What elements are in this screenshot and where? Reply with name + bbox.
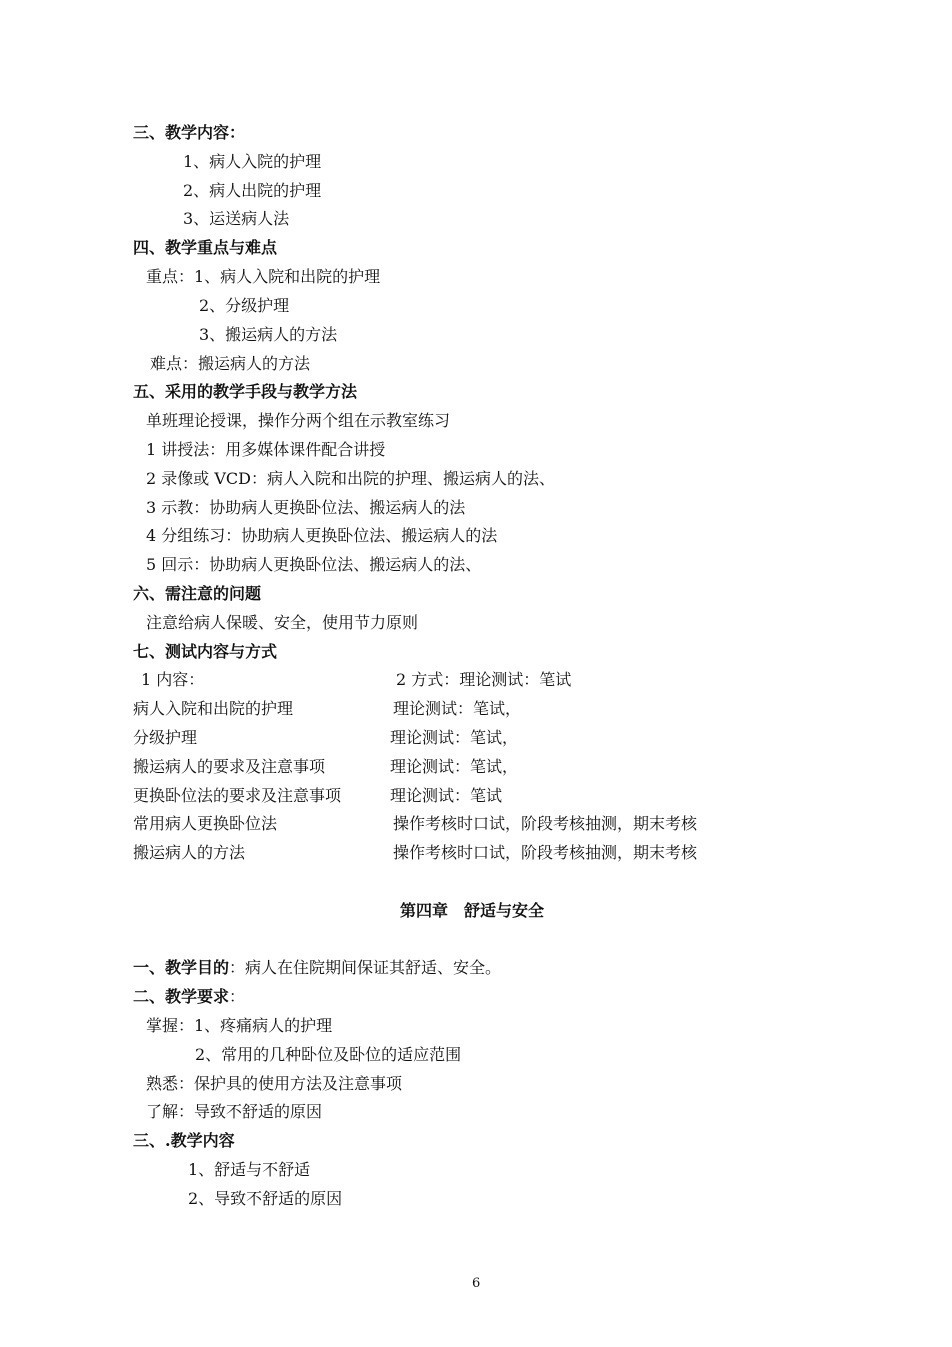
chapter4-content-heading: 三、.教学内容 (133, 1131, 235, 1150)
section7-row-4-content: 更换卧位法的要求及注意事项 (133, 786, 342, 805)
section6-text: 注意给病人保暖、安全，使用节力原则 (146, 613, 419, 632)
chapter4-goal (133, 958, 501, 978)
section7-row-6-method: 操作考核时口试，阶段考核抽测，期末考核 (393, 843, 698, 862)
section4-key-line-2: 2、分级护理 (199, 296, 290, 315)
section7-content-header: 1 内容： (141, 670, 205, 689)
section7-row-1-content: 病人入院和出院的护理 (133, 699, 294, 718)
chapter4-goal-text: ：病人在住院期间保证其舒适、安全。 (229, 958, 502, 977)
section3-item-3: 3、运送病人法 (183, 209, 290, 228)
section7-row-6-content: 搬运病人的方法 (133, 843, 246, 862)
chapter4-req-heading: 二、教学要求 (133, 987, 230, 1006)
chapter4-req-colon: ： (229, 987, 246, 1006)
section3-item-1: 1、病人入院的护理 (183, 152, 322, 171)
section5-line-5: 4 分组练习：协助病人更换卧位法、搬运病人的法 (146, 526, 498, 545)
section7-row-1-method: 理论测试：笔试， (393, 699, 522, 718)
section5-heading: 五、采用的教学手段与教学方法 (133, 382, 358, 401)
section6-heading: 六、需注意的问题 (133, 584, 262, 603)
chapter4-requirements (133, 987, 245, 1007)
chapter4-content-item-1: 1、舒适与不舒适 (188, 1160, 311, 1179)
chapter4-understand: 了解：导致不舒适的原因 (146, 1102, 323, 1121)
section7-row-5-method: 操作考核时口试，阶段考核抽测，期末考核 (393, 814, 698, 833)
chapter4-goal-heading: 一、教学目的 (133, 958, 230, 977)
section4-heading: 四、教学重点与难点 (133, 238, 278, 257)
section7-method-header: 2 方式：理论测试：笔试 (396, 670, 572, 689)
section3-item-2: 2、病人出院的护理 (183, 181, 322, 200)
section3-heading: 三、教学内容： (133, 123, 246, 142)
section7-row-4-method: 理论测试：笔试 (390, 786, 503, 805)
section5-line-1: 单班理论授课，操作分两个组在示教室练习 (146, 411, 451, 430)
section7-row-2-content: 分级护理 (133, 728, 198, 747)
section7-heading: 七、测试内容与方式 (133, 642, 278, 661)
section7-row-2-method: 理论测试：笔试， (390, 728, 519, 747)
chapter4-master-line-2: 2、常用的几种卧位及卧位的适应范围 (195, 1045, 462, 1064)
section5-line-2: 1 讲授法：用多媒体课件配合讲授 (146, 440, 386, 459)
chapter4-familiar: 熟悉：保护具的使用方法及注意事项 (146, 1074, 403, 1093)
section7-row-3-content: 搬运病人的要求及注意事项 (133, 757, 326, 776)
section5-line-3: 2 录像或 VCD：病人入院和出院的护理、搬运病人的法、 (146, 469, 555, 488)
section5-line-4: 3 示教：协助病人更换卧位法、搬运病人的法 (146, 498, 466, 517)
section4-difficulty: 难点：搬运病人的方法 (150, 354, 311, 373)
section7-row-3-method: 理论测试：笔试， (390, 757, 519, 776)
section4-key-line-3: 3、搬运病人的方法 (199, 325, 338, 344)
chapter-title: 第四章 舒适与安全 (400, 901, 545, 920)
section7-row-5-content: 常用病人更换卧位法 (133, 814, 278, 833)
section5-line-6: 5 回示：协助病人更换卧位法、搬运病人的法、 (146, 555, 482, 574)
page-number: 6 (472, 1276, 481, 1291)
chapter4-master-line-1: 掌握：1、疼痛病人的护理 (146, 1016, 333, 1035)
chapter4-content-item-2: 2、导致不舒适的原因 (188, 1189, 343, 1208)
section4-key-line-1: 重点：1、病人入院和出院的护理 (146, 267, 381, 286)
